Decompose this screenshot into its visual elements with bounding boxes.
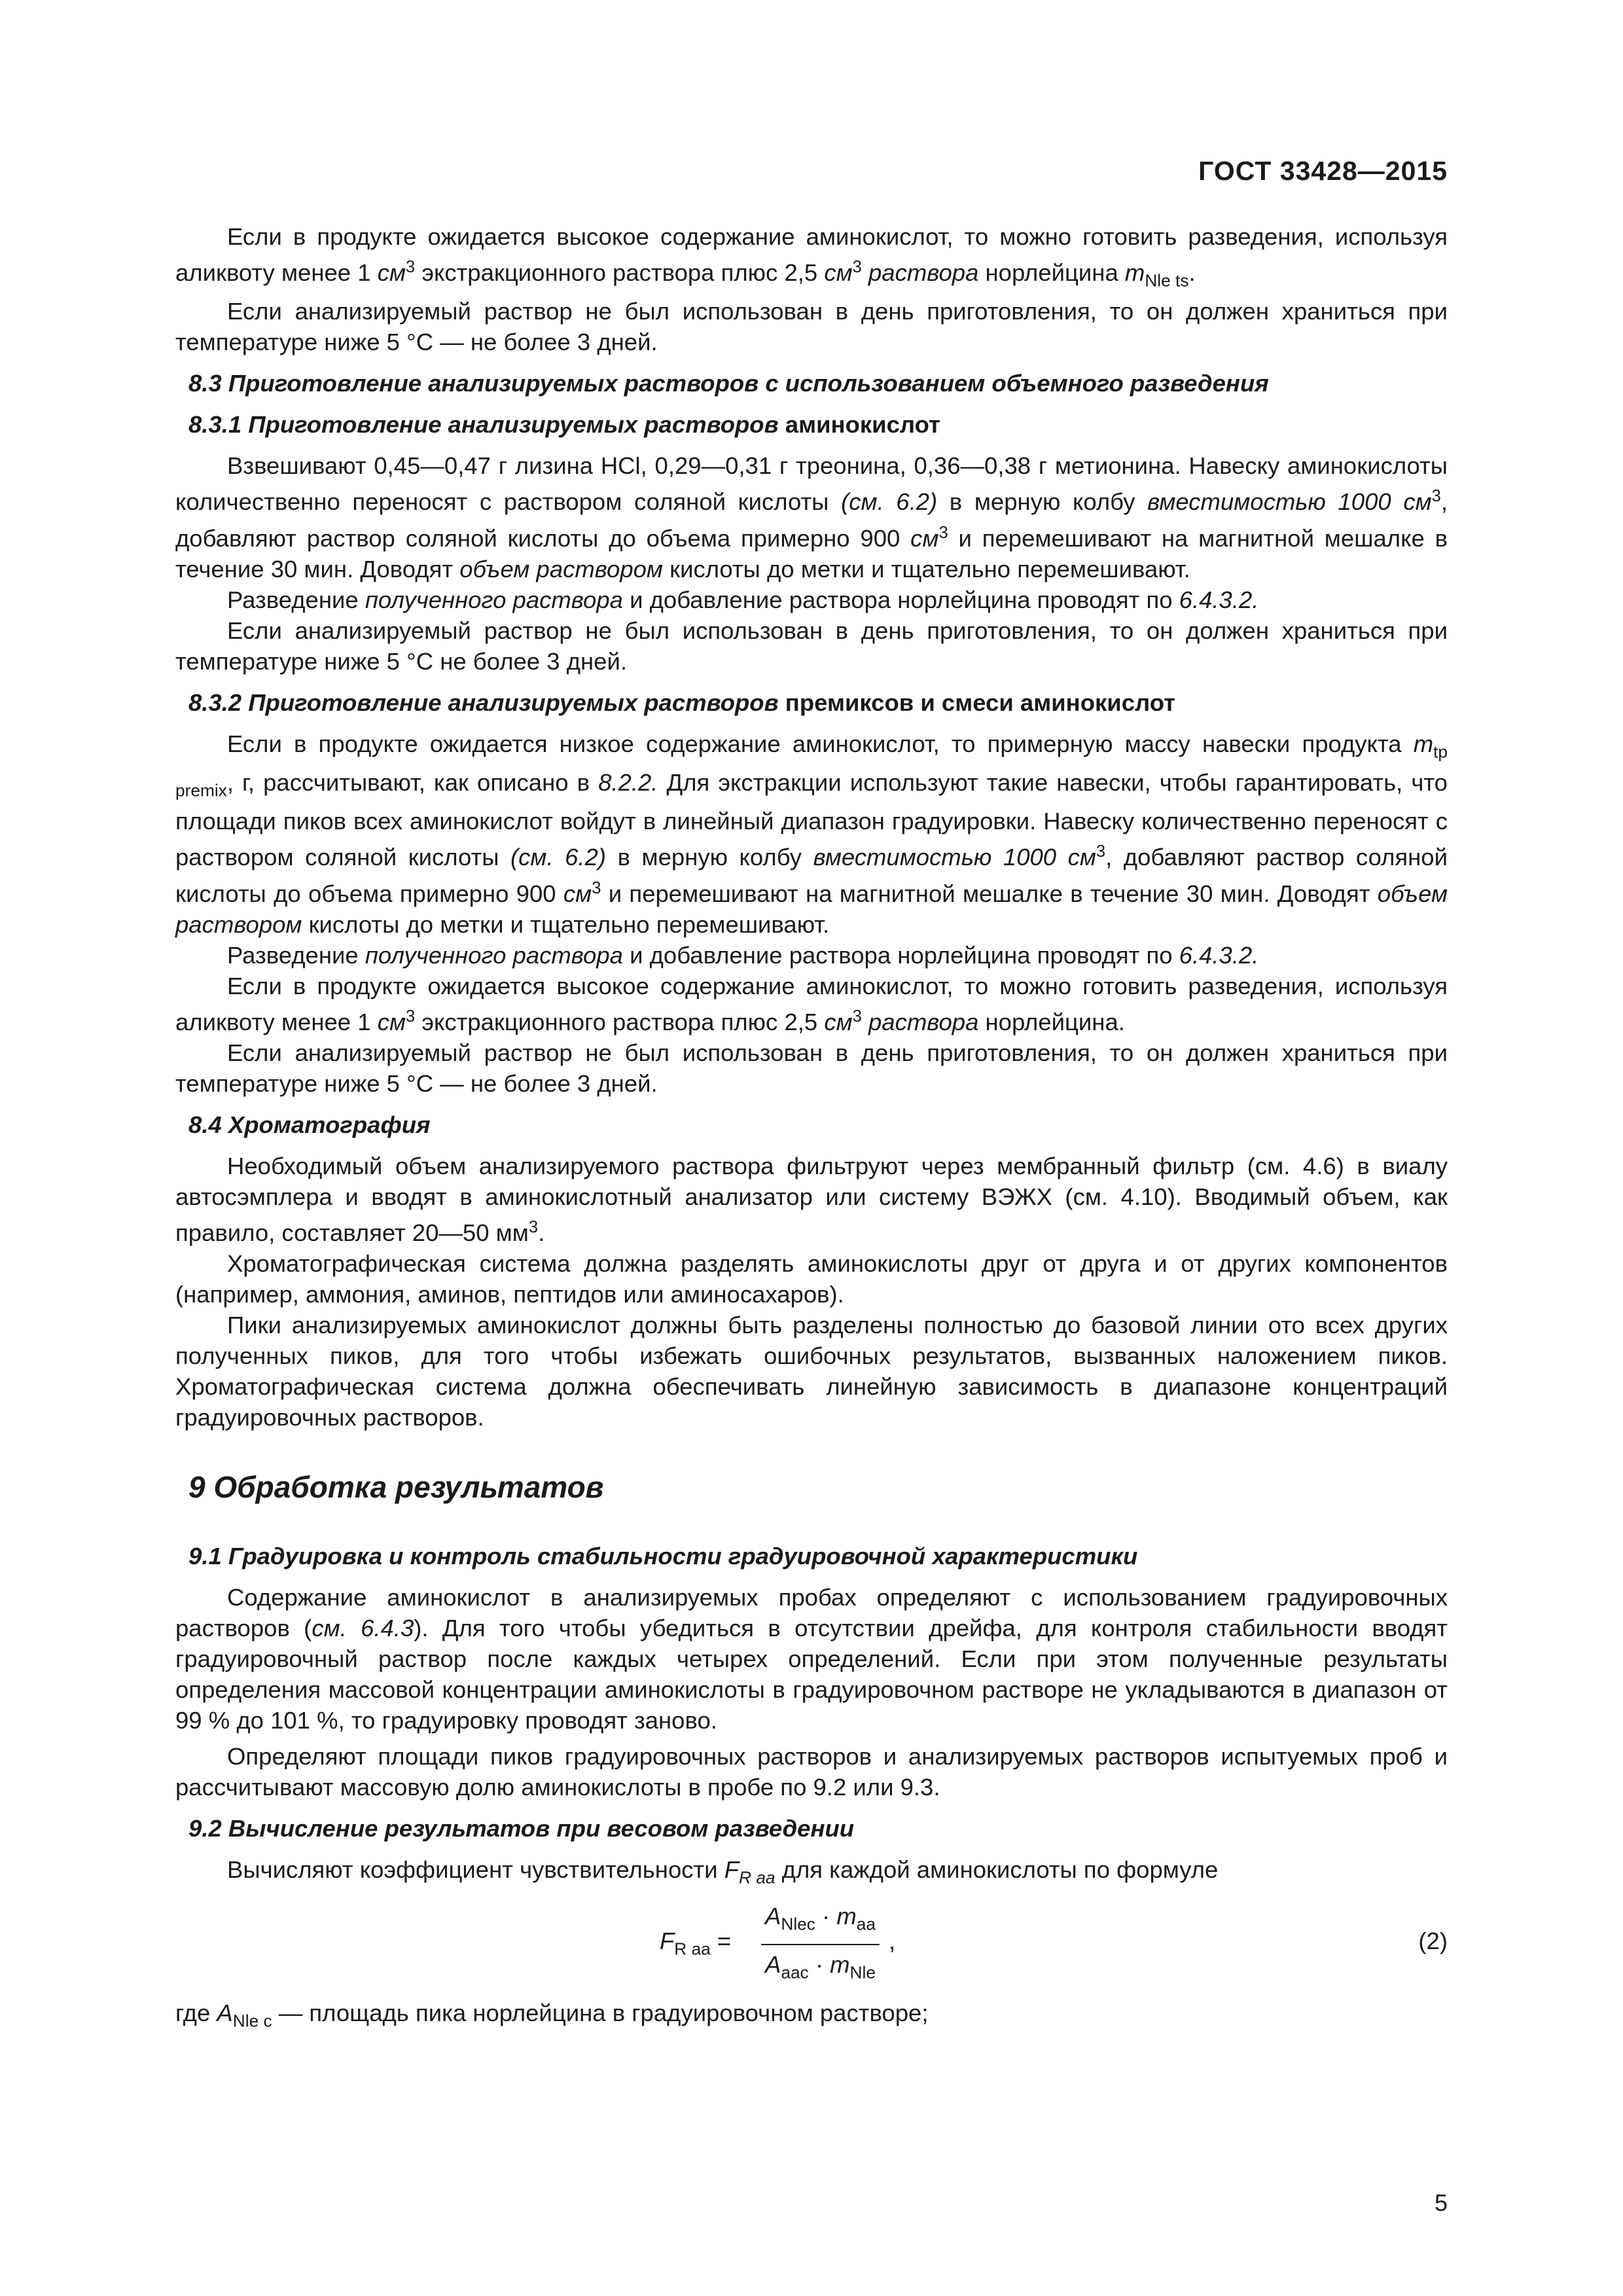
paragraph: Пики анализируемых аминокислот должны быть разделены полностью до базовой линии ото всех других полученных пиков, для того чтобы избежать ошибочных результатов, вызванных наложением пиков. Хроматографическая система должна обеспечивать линейную зависимость в диапазоне концентраций градуировочных растворов.: [175, 1311, 1448, 1431]
formula-lhs: $F_{R aa}$ =: [660, 1928, 732, 1959]
paragraph: Необходимый объем анализируемого раствора фильтруют через мембранный фильтр (см. 4.6) в виалу автосэмплера и вводят в аминокислотный анализатор или систему ВЭЖХ (см. 4.10). Вводимый объем, как правило, составляет 20—50 $мм^3$.: [175, 1152, 1448, 1246]
section-heading-8-4: 8.4 Хроматография: [188, 1111, 431, 1138]
paragraph: Хроматографическая система должна разделять аминокислоты друг от друга и от других компонентов (например, аммония, аминов, пептидов или аминосахаров).: [175, 1249, 1448, 1308]
section-heading-8-3-2: 8.3.2 Приготовление анализируемых растворов премиксов и смеси аминокислот: [188, 689, 1175, 716]
paragraph: Если анализируемый раствор не был использован в день приготовления, то он должен храниться при температуре ниже 5 °С — не более 3 дней.: [175, 298, 1448, 356]
paragraph: Разведение полученного раствора и добавление раствора норлейцина проводят по 6.4.3.2.: [227, 941, 1259, 969]
formula-comma: ,: [889, 1928, 896, 1955]
formula-fraction: [761, 1901, 880, 1988]
paragraph: Взвешивают 0,45—0,47 г лизина HCl, 0,29—0,31 г треонина, 0,36—0,38 г метионина. Навеску аминокислоты количественно переносят с раствором соляной кислоты (см. 6.2) в мерную колбу вместимостью 1000 $см^3$, добавляют раствор соляной кислоты до объема примерно 900 $см^3$ и перемешивают на магнитной мешалке в течение 30 мин. Доводят объем раствором кислоты до метки и тщательно перемешивают.: [175, 452, 1448, 583]
paragraph: Если анализируемый раствор не был использован в день приготовления, то он должен храниться при температуре ниже 5 °С — не более 3 дней.: [175, 1039, 1448, 1097]
section-heading-9-2: 9.2 Вычисление результатов при весовом разведении: [188, 1814, 855, 1842]
paragraph: Содержание аминокислот в анализируемых пробах определяют с использованием градуировочных растворов (см. 6.4.3). Для того чтобы убедиться в отсутствии дрейфа, для контроля стабильности вводят градуировочный раствор после каждых четырех определений. Если при этом полученные результаты определения массовой концентрации аминокислоты в градуировочном растворе не укладываются в диапазон от 99 % до 101 %, то градуировку проводят заново.: [175, 1583, 1448, 1734]
paragraph: Если в продукте ожидается высокое содержание аминокислот, то можно готовить разведения, используя аликвоту менее 1 $см^3$ экстракционного раствора плюс 2,5 $см^3$ раствора норлейцина.: [175, 972, 1448, 1035]
paragraph: Если в продукте ожидается высокое содержание аминокислот, то можно готовить разведения, используя аликвоту менее 1 $см^3$ экстракционного раствора плюс 2,5 $см^3$ раствора норлейцина $m_{Nle ts}$.: [175, 223, 1448, 291]
formula-2: [175, 1897, 1448, 1988]
paragraph: Вычисляют коэффициент чувствительности $F_{R aa}$ для каждой аминокислоты по формуле: [227, 1856, 1219, 1888]
paragraph: Определяют площади пиков градуировочных растворов и анализируемых растворов испытуемых проб и рассчитывают массовую долю аминокислоты в пробе по 9.2 или 9.3.: [175, 1742, 1448, 1801]
paragraph: Если в продукте ожидается низкое содержание аминокислот, то примерную массу навески продукта $m_{tp premix}$, г, рассчитывают, как описано в 8.2.2. Для экстракции используют такие навески, чтобы гарантировать, что площади пиков всех аминокислот войдут в линейный диапазон градуировки. Навеску количественно переносят с раствором соляной кислоты (см. 6.2) в мерную колбу вместимостью 1000 $см^3$, добавляют раствор соляной кислоты до объема примерно 900 $см^3$ и перемешивают на магнитной мешалке в течение 30 мин. Доводят объем раствором кислоты до метки и тщательно перемешивают.: [175, 730, 1448, 938]
formula-denominator: $A_{aac} \cdot m_{Nle}$: [764, 1950, 876, 1982]
section-heading-9-1: 9.1 Градуировка и контроль стабильности градуировочной характеристики: [188, 1542, 1138, 1570]
page-number: 5: [1434, 2189, 1448, 2216]
formula-number: (2): [1418, 1928, 1448, 1955]
paragraph-where: где $A_{Nle c}$ — площадь пика норлейцина в градуировочном растворе;: [175, 2000, 929, 2031]
formula-numerator: $A_{Nlec} \cdot m_{aa}$: [761, 1901, 880, 1945]
page-body: [175, 221, 1448, 2037]
section-heading-8-3-1: 8.3.1 Приготовление анализируемых растворов аминокислот: [188, 411, 940, 439]
section-heading-8-3: 8.3 Приготовление анализируемых растворов с использованием объемного разведения: [188, 370, 1269, 397]
section-heading-9: 9 Обработка результатов: [188, 1469, 604, 1504]
paragraph: Если анализируемый раствор не был использован в день приготовления, то он должен храниться при температуре ниже 5 °С не более 3 дней.: [175, 617, 1448, 675]
paragraph: Разведение полученного раствора и добавление раствора норлейцина проводят по 6.4.3.2.: [227, 586, 1259, 613]
standard-number: ГОСТ 33428—2015: [1198, 156, 1448, 186]
